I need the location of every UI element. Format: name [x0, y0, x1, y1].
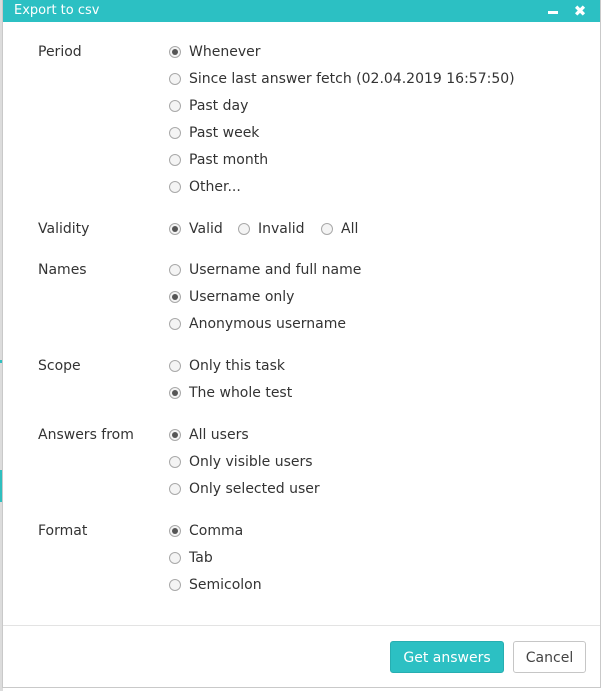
radio-checked-icon[interactable]: [169, 429, 181, 441]
dialog-footer: [3, 626, 600, 688]
period-label: Period: [38, 44, 82, 60]
dialog-body: Period Whenever Since last answer fetch (02.04.2019 16:57:50) Past day Past week Past month Other... Validity Valid Invalid All Names Username and full name Username only Anonymous username Scope Only this task The whole test Answers from All users Only visible users Only selected user Format Comma Tab Semicolon: [38, 44, 515, 593]
close-icon[interactable]: ✖: [573, 2, 587, 20]
names-label: Names: [38, 262, 87, 278]
radio-checked-icon[interactable]: [169, 223, 181, 235]
radio-icon[interactable]: [169, 579, 181, 591]
minimize-icon[interactable]: [544, 2, 562, 20]
radio-icon[interactable]: [169, 456, 181, 468]
radio-icon[interactable]: [169, 73, 181, 85]
radio-icon[interactable]: [169, 100, 181, 112]
export-csv-dialog: [2, 0, 601, 688]
radio-checked-icon[interactable]: [169, 46, 181, 58]
radio-icon[interactable]: [169, 483, 181, 495]
validity-label: Validity: [38, 221, 90, 237]
radio-icon[interactable]: [169, 318, 181, 330]
scope-label: Scope: [38, 358, 81, 374]
get-answers-button[interactable]: Get answers: [390, 641, 504, 673]
radio-checked-icon[interactable]: [169, 291, 181, 303]
format-label: Format: [38, 523, 88, 539]
radio-icon[interactable]: [238, 223, 250, 235]
dialog-title: Export to csv: [14, 3, 100, 18]
radio-icon[interactable]: [169, 264, 181, 276]
radio-icon[interactable]: [169, 127, 181, 139]
cancel-button[interactable]: Cancel: [513, 641, 586, 673]
radio-icon[interactable]: [321, 223, 333, 235]
dialog-titlebar[interactable]: [3, 0, 600, 22]
radio-checked-icon[interactable]: [169, 387, 181, 399]
radio-icon[interactable]: [169, 181, 181, 193]
radio-icon[interactable]: [169, 360, 181, 372]
radio-checked-icon[interactable]: [169, 525, 181, 537]
radio-icon[interactable]: [169, 552, 181, 564]
answers-from-label: Answers from: [38, 427, 134, 443]
radio-icon[interactable]: [169, 154, 181, 166]
